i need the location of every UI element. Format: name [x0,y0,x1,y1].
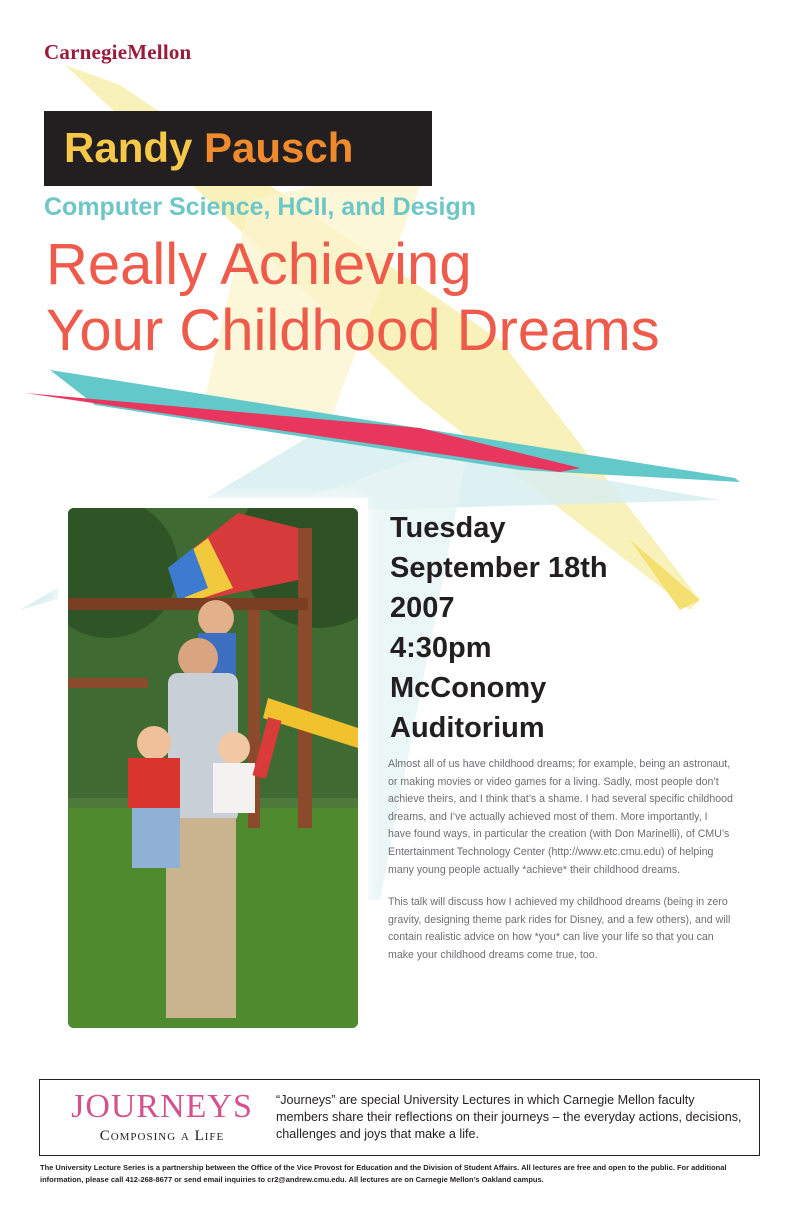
department: Computer Science, HCII, and Design [44,193,477,221]
lecture-title [46,232,660,364]
event-time: 4:30pm [390,632,492,664]
lecture-title-line1: Really Achieving [46,232,472,297]
description-paragraph-2: This talk will discuss how I achieved my childhood dreams (being in zero gravity, designing theme park rides for Disney, and a few others), and will contain realistic advice on how *you* can live your life so that you can make your childhood dreams come true, too. [388,896,731,961]
event-year: 2007 [390,592,455,624]
event-venue-line2: Auditorium [390,712,545,744]
lecture-title-line2: Your Childhood Dreams [46,298,660,363]
speaker-last-name: Pausch [204,124,354,171]
speaker-first-name: Randy [64,124,193,171]
event-date: September 18th [390,552,608,584]
talk-description [388,756,733,980]
journeys-logo [62,1088,262,1145]
footer-note: The University Lecture Series is a partnership between the Office of the Vice Provost for Education and the Division of Student Affairs. All lectures are free and open to the public. For additional information, please call 412-268-8677 or send email inquiries to cr2@andrew.cmu.edu. All lectures are on Carnegie Mellon’s Oakland campus. [40,1163,727,1184]
event-details [390,508,608,748]
event-day: Tuesday [390,512,506,544]
journeys-box [39,1079,760,1156]
cmu-logo: CarnegieMellon [44,40,192,64]
speaker-name [64,123,353,173]
description-paragraph-1: Almost all of us have childhood dreams; for example, being an astronaut, or making movies or video games for a living. Sadly, most people don’t achieve theirs, and I think that’s a shame. I had several specific childhood dreams, and I’ve actually achieved most of them. More importantly, I have found ways, in particular the creation (with Don Marinelli), of CMU’s Entertainment Technology Center (http://www.etc.cmu.edu) of helping many young people actually *achieve* their childhood dreams. [388,758,733,876]
speaker-name-box [44,111,432,186]
event-venue-line1: McConomy [390,672,547,704]
photo-frame [58,498,368,1038]
journeys-logo-tagline: Composing a Life [99,1128,225,1144]
journeys-logo-word: JOURNEYS [71,1088,253,1125]
journeys-description: “Journeys” are special University Lectures in which Carnegie Mellon faculty members share their reflections on their journeys – the everyday actions, decisions, challenges and joys that make a life. [276,1093,742,1141]
yellow-shard-lower [630,540,700,610]
family-photo [68,508,358,1028]
